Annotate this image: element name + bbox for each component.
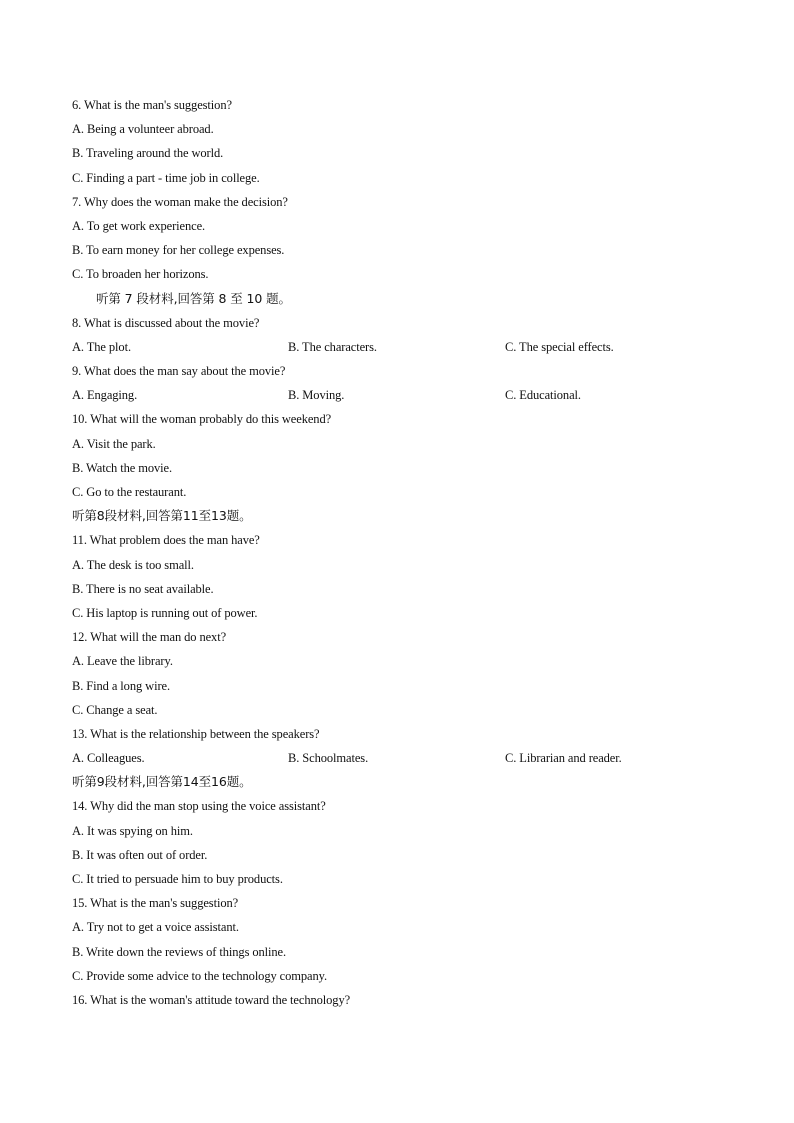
question-13-option-c: C. Librarian and reader.: [505, 751, 622, 766]
question-6-option-b: B. Traveling around the world.: [72, 146, 224, 161]
question-16: 16. What is the woman's attitude toward the technology?: [72, 992, 351, 1007]
question-11-option-a: A. The desk is too small.: [72, 557, 194, 572]
question-12: 12. What will the man do next?: [72, 630, 227, 645]
question-7-option-b: B. To earn money for her college expenses.: [72, 243, 285, 258]
question-14-option-b: B. It was often out of order.: [72, 847, 208, 862]
question-9-option-c: C. Educational.: [505, 388, 581, 403]
question-9: 9. What does the man say about the movie?: [72, 364, 286, 379]
question-12-option-b: B. Find a long wire.: [72, 678, 170, 693]
question-9-option-a: A. Engaging.: [72, 388, 138, 403]
question-11-option-c: C. His laptop is running out of power.: [72, 605, 258, 620]
question-10-option-a: A. Visit the park.: [72, 436, 156, 451]
question-12-option-c: C. Change a seat.: [72, 702, 158, 717]
question-8-option-a: A. The plot.: [72, 339, 131, 354]
question-8: 8. What is discussed about the movie?: [72, 315, 260, 330]
question-13-option-b: B. Schoolmates.: [288, 751, 369, 766]
question-6-option-a: A. Being a volunteer abroad.: [72, 122, 214, 137]
exam-page: [72, 93, 762, 1012]
question-6-option-c: C. Finding a part - time job in college.: [72, 170, 260, 185]
question-11-option-b: B. There is no seat available.: [72, 581, 214, 596]
question-10-option-c: C. Go to the restaurant.: [72, 485, 187, 499]
section-7-heading: 听第 7 段材料,回答第 8 至 10 题。: [96, 290, 291, 306]
question-15-option-a: A. Try not to get a voice assistant.: [72, 920, 239, 935]
question-15-option-b: B. Write down the reviews of things online.: [72, 944, 287, 959]
question-7: 7. Why does the woman make the decision?: [72, 194, 288, 209]
question-6: 6. What is the man's suggestion?: [72, 98, 232, 112]
question-9-option-b: B. Moving.: [288, 388, 345, 403]
question-10: 10. What will the woman probably do this weekend?: [72, 412, 332, 427]
question-13: 13. What is the relationship between the speakers?: [72, 726, 320, 741]
section-8-heading: 听第8段材料,回答第11至13题。: [72, 508, 252, 524]
question-15-option-c: C. Provide some advice to the technology company.: [72, 968, 327, 983]
question-12-option-a: A. Leave the library.: [72, 654, 173, 669]
section-9-heading: 听第9段材料,回答第14至16题。: [72, 774, 252, 790]
question-13-option-a: A. Colleagues.: [72, 751, 145, 766]
question-7-option-a: A. To get work experience.: [72, 218, 206, 233]
question-8-option-c: C. The special effects.: [505, 339, 614, 354]
question-14-option-a: A. It was spying on him.: [72, 823, 193, 838]
question-14: 14. Why did the man stop using the voice assistant?: [72, 799, 326, 814]
question-7-option-c: C. To broaden her horizons.: [72, 267, 209, 282]
question-15: 15. What is the man's suggestion?: [72, 896, 239, 911]
question-10-option-b: B. Watch the movie.: [72, 460, 172, 475]
question-8-options: [72, 335, 762, 359]
question-9-options: [72, 383, 762, 407]
question-13-options: [72, 746, 762, 770]
question-11: 11. What problem does the man have?: [72, 533, 260, 548]
question-8-option-b: B. The characters.: [288, 339, 377, 354]
question-14-option-c: C. It tried to persuade him to buy products.: [72, 872, 283, 886]
